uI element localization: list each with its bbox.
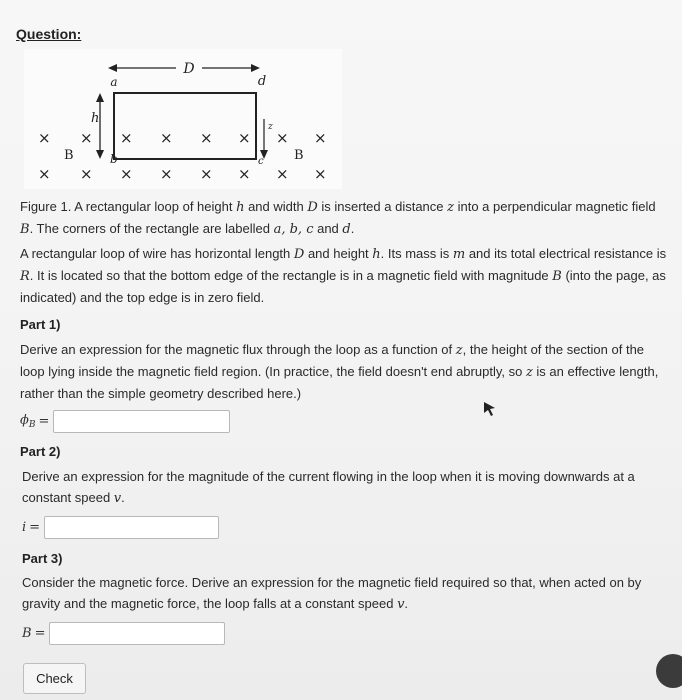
figure-diagram [24,49,342,189]
label-corner-a: a [110,75,118,89]
label-d-dimension: D [183,61,195,77]
field-cross-mark: × [314,129,327,147]
mouse-cursor-icon [484,402,496,416]
field-cross-mark: × [200,165,213,183]
field-cross-mark: × [38,129,51,147]
part-2-title: Part 2) [20,444,61,459]
question-heading: Question: [16,26,82,42]
part-1-text: Derive an expression for the magnetic flux through the loop as a function of z, the height of the section of the loop lying inside the magnetic field region. (In practice, the field doesn't end abruptly, so z is an effective length, rather than the simple geometry described here.) [20,342,659,401]
height-arrow-up-icon [96,93,104,102]
dimension-arrow-right-icon [251,64,260,72]
flux-answer-input[interactable] [53,410,230,433]
field-cross-mark: × [80,165,93,183]
label-corner-b: b [110,152,118,166]
part-3-text: Consider the magnetic force. Derive an expression for the magnetic field required so that, when acted on by gravity and the magnetic force, the loop falls at a constant speed v. [22,575,642,612]
flux-label: $\phi_B$ [20,413,36,430]
dimension-arrow-left-icon [108,64,117,72]
field-answer-input[interactable] [49,622,225,645]
part-2-text: Derive an expression for the magnitude of the current flowing in the loop when it is moving downwards at a constant speed v. [22,469,635,506]
field-cross-mark: × [314,165,327,183]
equals-sign: = [29,520,41,535]
part-3-answer-row [22,622,225,645]
field-cross-mark: × [200,129,213,147]
label-depth-z: z [268,122,273,132]
label-height-h: h [91,111,100,126]
field-cross-mark: × [120,129,133,147]
part-3-title: Part 3) [22,551,63,566]
part-1-answer-row [20,410,230,433]
label-corner-d: d [257,74,267,89]
height-arrow-down-icon [96,150,104,159]
current-label: i [22,520,27,535]
field-cross-mark: × [238,129,251,147]
field-cross-mark: × [276,129,289,147]
current-answer-input[interactable] [44,516,219,539]
floating-action-icon[interactable] [656,654,682,688]
problem-intro-text: A rectangular loop of wire has horizontal length D and height h. Its mass is m and its total electrical resistance is R. It is located so that the bottom edge of the rectangle is in a magnetic field with magnitude B (into the page, as indicated) and the top edge is in zero field. [20,246,667,305]
field-cross-mark: × [160,129,173,147]
field-cross-mark: × [276,165,289,183]
figure-caption: Figure 1. A rectangular loop of height h and width D is inserted a distance z into a perpendicular magnetic field B. The corners of the rectangle are labelled a, b, c and d. [20,199,656,237]
equals-sign: = [34,626,46,641]
field-cross-mark: × [80,129,93,147]
equals-sign: = [38,414,50,429]
label-corner-c: c [258,156,264,167]
label-field-b-right: B [294,148,304,163]
loop-diagram-svg [24,49,342,189]
field-cross-mark: × [38,165,51,183]
field-cross-mark: × [238,165,251,183]
part-2-answer-row [22,516,219,539]
field-label: B [22,626,32,641]
part-1-title: Part 1) [20,317,61,332]
field-cross-mark: × [160,165,173,183]
field-cross-mark: × [120,165,133,183]
rectangular-loop [114,93,256,159]
check-button[interactable]: Check [23,663,86,694]
label-field-b-left: B [64,148,74,163]
